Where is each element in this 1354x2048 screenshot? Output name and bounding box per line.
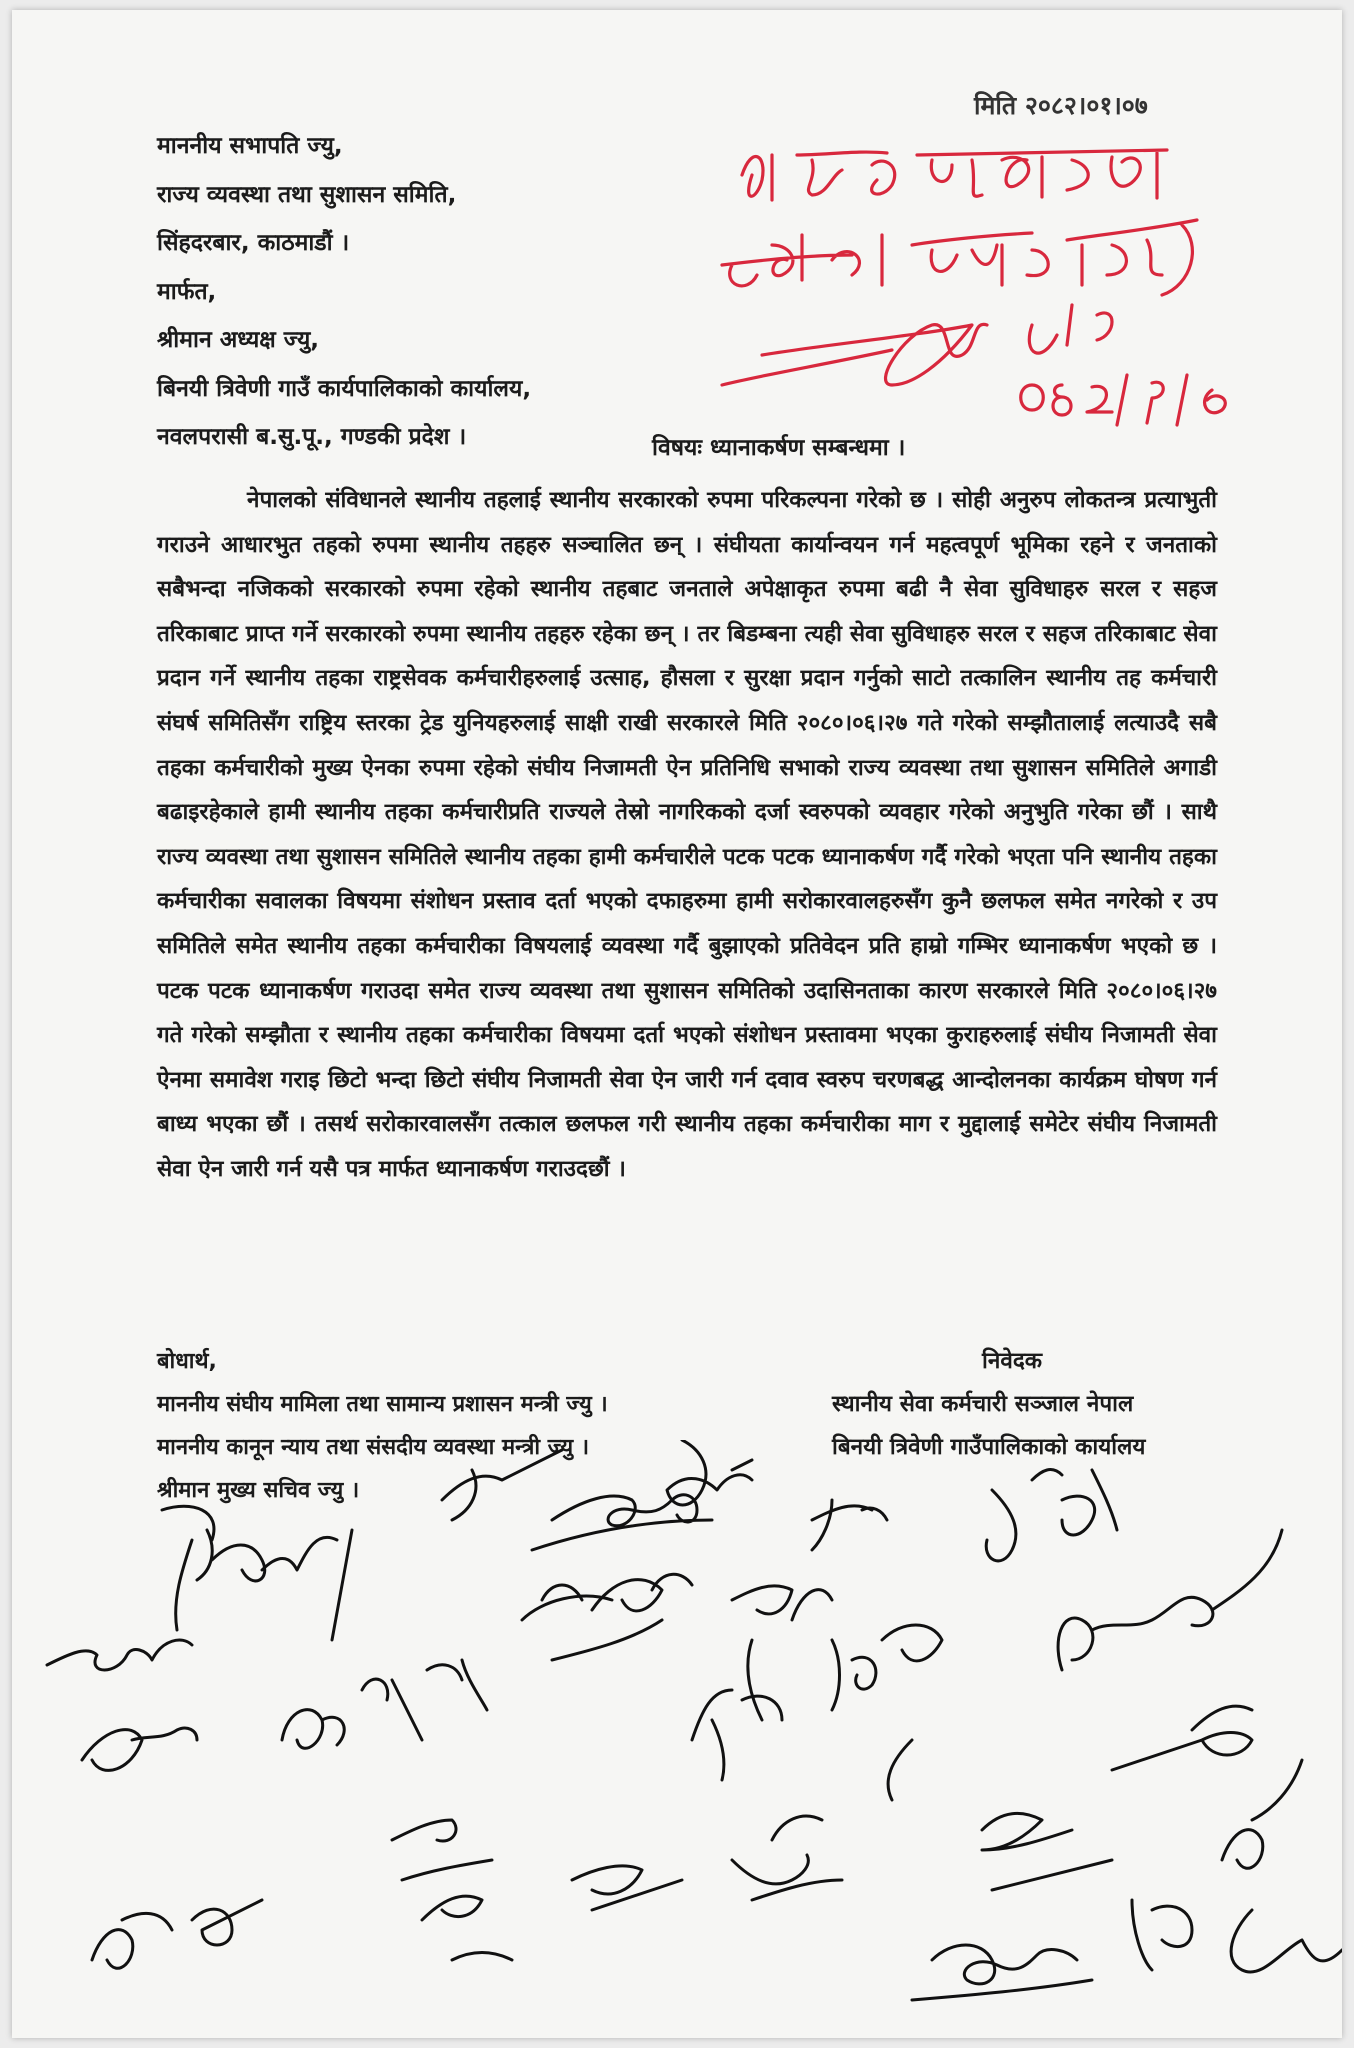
handwritten-note	[702, 125, 1262, 485]
signature	[82, 1728, 197, 1770]
signature	[732, 1586, 832, 1720]
signature	[1112, 1706, 1252, 1770]
signature	[92, 1900, 262, 1968]
signature	[1058, 1530, 1282, 1670]
address-line: राज्य व्यवस्था तथा सुशासन समिति,	[157, 181, 457, 208]
signature	[1132, 1900, 1192, 1970]
signature	[692, 1690, 782, 1780]
note-line-2	[722, 220, 1197, 295]
signature	[282, 1660, 487, 1748]
signature	[572, 1866, 682, 1910]
signature	[392, 1820, 492, 1880]
letter-body: नेपालको संविधानले स्थानीय तहलाई स्थानीय सरकारको रुपमा परिकल्पना गरेको छ । सोही अनुरुप लोकतन्त्र प्रत्याभुती गराउने आधारभुत तहको रुपमा स्थानीय तहहरु सञ्चालित छन् । संघीयता कार्यान्वयन गर्न महत्वपूर्ण भूमिका रहने र जनताको सबैभन्दा नजिकको सरकारको रुपमा रहेको स्थानीय तहबाट जनताले अपेक्षाकृत रुपमा बढी नै सेवा सुविधाहरु सरल र सहज तरिकाबाट प्राप्त गर्ने सरकारको रुपमा स्थानीय तहहरु रहेका छन् । तर बिडम्बना त्यही सेवा सुविधाहरु सरल र सहज तरिकाबाट सेवा प्रदान गर्ने स्थानीय तहका राष्ट्रसेवक कर्मचारीहरुलाई उत्साह, हौसला र सुरक्षा प्रदान गर्नुको साटो तत्कालिन स्थानीय तह कर्मचारी संघर्ष समितिसँग राष्ट्रिय स्तरका ट्रेड युनियहरुलाई साक्षी राखी सरकारले मिति २०८०।०६।२७ गते गरेको सम्झौतालाई लत्याउदै सबै तहका कर्मचारीको मुख्य ऐनका रुपमा रहेको संघीय निजामती ऐन प्रतिनिधि सभाको राज्य व्यवस्था तथा सुशासन समितिले अगाडी बढाइरहेकाले हामी स्थानीय तहका कर्मचारीप्रति राज्यले तेस्रो नागरिकको दर्जा स्वरुपको व्यवहार गरेको अनुभुति गरेका छौं । साथै राज्य व्यवस्था तथा सुशासन समितिले स्थानीय तहका हामी कर्मचारीले पटक पटक ध्यानाकर्षण गर्दै गरेको भएता पनि स्थानीय तहका कर्मचारीका सवालका विषयमा संशोधन प्रस्ताव दर्ता भएको दफाहरुमा हामी सरोकारवालहरुसँग कुनै छलफल समेत नगरेको र उप समितिले समेत स्थानीय तहका कर्मचारीका विषयलाई व्यवस्था गर्दै बुझाएको प्रतिवेदन प्रति हाम्रो गम्भिर ध्यानाकर्षण भएको छ । पटक पटक ध्यानाकर्षण गराउदा समेत राज्य व्यवस्था तथा सुशासन समितिको उदासिनताका कारण सरकारले मिति २०८०।०६।२७ गते गरेको सम्झौता र स्थानीय तहका कर्मचारीका विषयमा दर्ता भएको संशोधन प्रस्तावमा भएका कुराहरुलाई संघीय निजामती सेवा ऐनमा समावेश गराइ छिटो भन्दा छिटो संघीय निजामती सेवा ऐन जारी गर्न दवाव स्वरुप चरणबद्ध आन्दोलनका कार्यक्रम घोषण गर्न बाध्य भएका छौं । तसर्थ सरोकारवालसँग तत्काल छलफल गरी स्थानीय तहका कर्मचारीका माग र मुद्दालाई समेटेर संघीय निजामती सेवा ऐन जारी गर्न यसै पत्र मार्फत ध्यानाकर्षण गराउदछौं ।	[157, 487, 1217, 1182]
address-line: माननीय सभापति ज्यु,	[157, 133, 343, 159]
letter-date: मिति २०८२।०१।०७	[974, 91, 1148, 120]
signature	[442, 1450, 562, 1520]
signature	[522, 1574, 692, 1660]
letter-paper	[12, 10, 1342, 2038]
note-date	[1021, 375, 1226, 425]
signature	[912, 1945, 1092, 2000]
cc-item: माननीय संघीय मामिला तथा सामान्य प्रशासन मन्त्री ज्यु ।	[157, 1392, 608, 1417]
signature	[47, 1506, 214, 1670]
signature	[832, 1625, 942, 1800]
signature	[986, 1470, 1117, 1561]
signature	[422, 1896, 512, 1960]
address-line: नवलपरासी ब.सु.पू., गण्डकी प्रदेश ।	[157, 424, 467, 450]
address-line: श्रीमान अध्यक्ष ज्यु,	[157, 327, 320, 353]
letter-subject: विषयः ध्यानाकर्षण सम्बन्धमा ।	[652, 435, 906, 461]
note-line-1	[742, 150, 1167, 200]
signature	[176, 1530, 352, 1640]
sender-org: स्थानीय सेवा कर्मचारी सञ्जाल नेपाल	[832, 1391, 1134, 1417]
sender-label: निवेदक	[982, 1348, 1043, 1374]
cc-heading: बोधार्थ,	[157, 1349, 217, 1374]
signatures-block	[32, 1440, 1342, 2040]
sender-office: बिनयी त्रिवेणी गाउँपालिकाको कार्यालय	[832, 1434, 1146, 1460]
note-signature	[722, 305, 1112, 385]
signature	[732, 1816, 842, 1900]
signature	[982, 1813, 1112, 1890]
signature	[532, 1495, 712, 1550]
address-line: सिंहदरबार, काठमाडौं ।	[157, 230, 350, 256]
address-line: मार्फत,	[157, 278, 217, 305]
cc-item: माननीय कानून न्याय तथा संसदीय व्यवस्था मन्त्री ज्यु ।	[157, 1435, 590, 1460]
signature	[812, 1500, 887, 1550]
recipient-address	[157, 122, 531, 462]
signature	[1222, 1760, 1342, 1972]
address-line: बिनयी त्रिवेणी गाउँ कार्यपालिकाको कार्यालय,	[157, 375, 532, 402]
cc-item: श्रीमान मुख्य सचिव ज्यु ।	[157, 1478, 360, 1503]
